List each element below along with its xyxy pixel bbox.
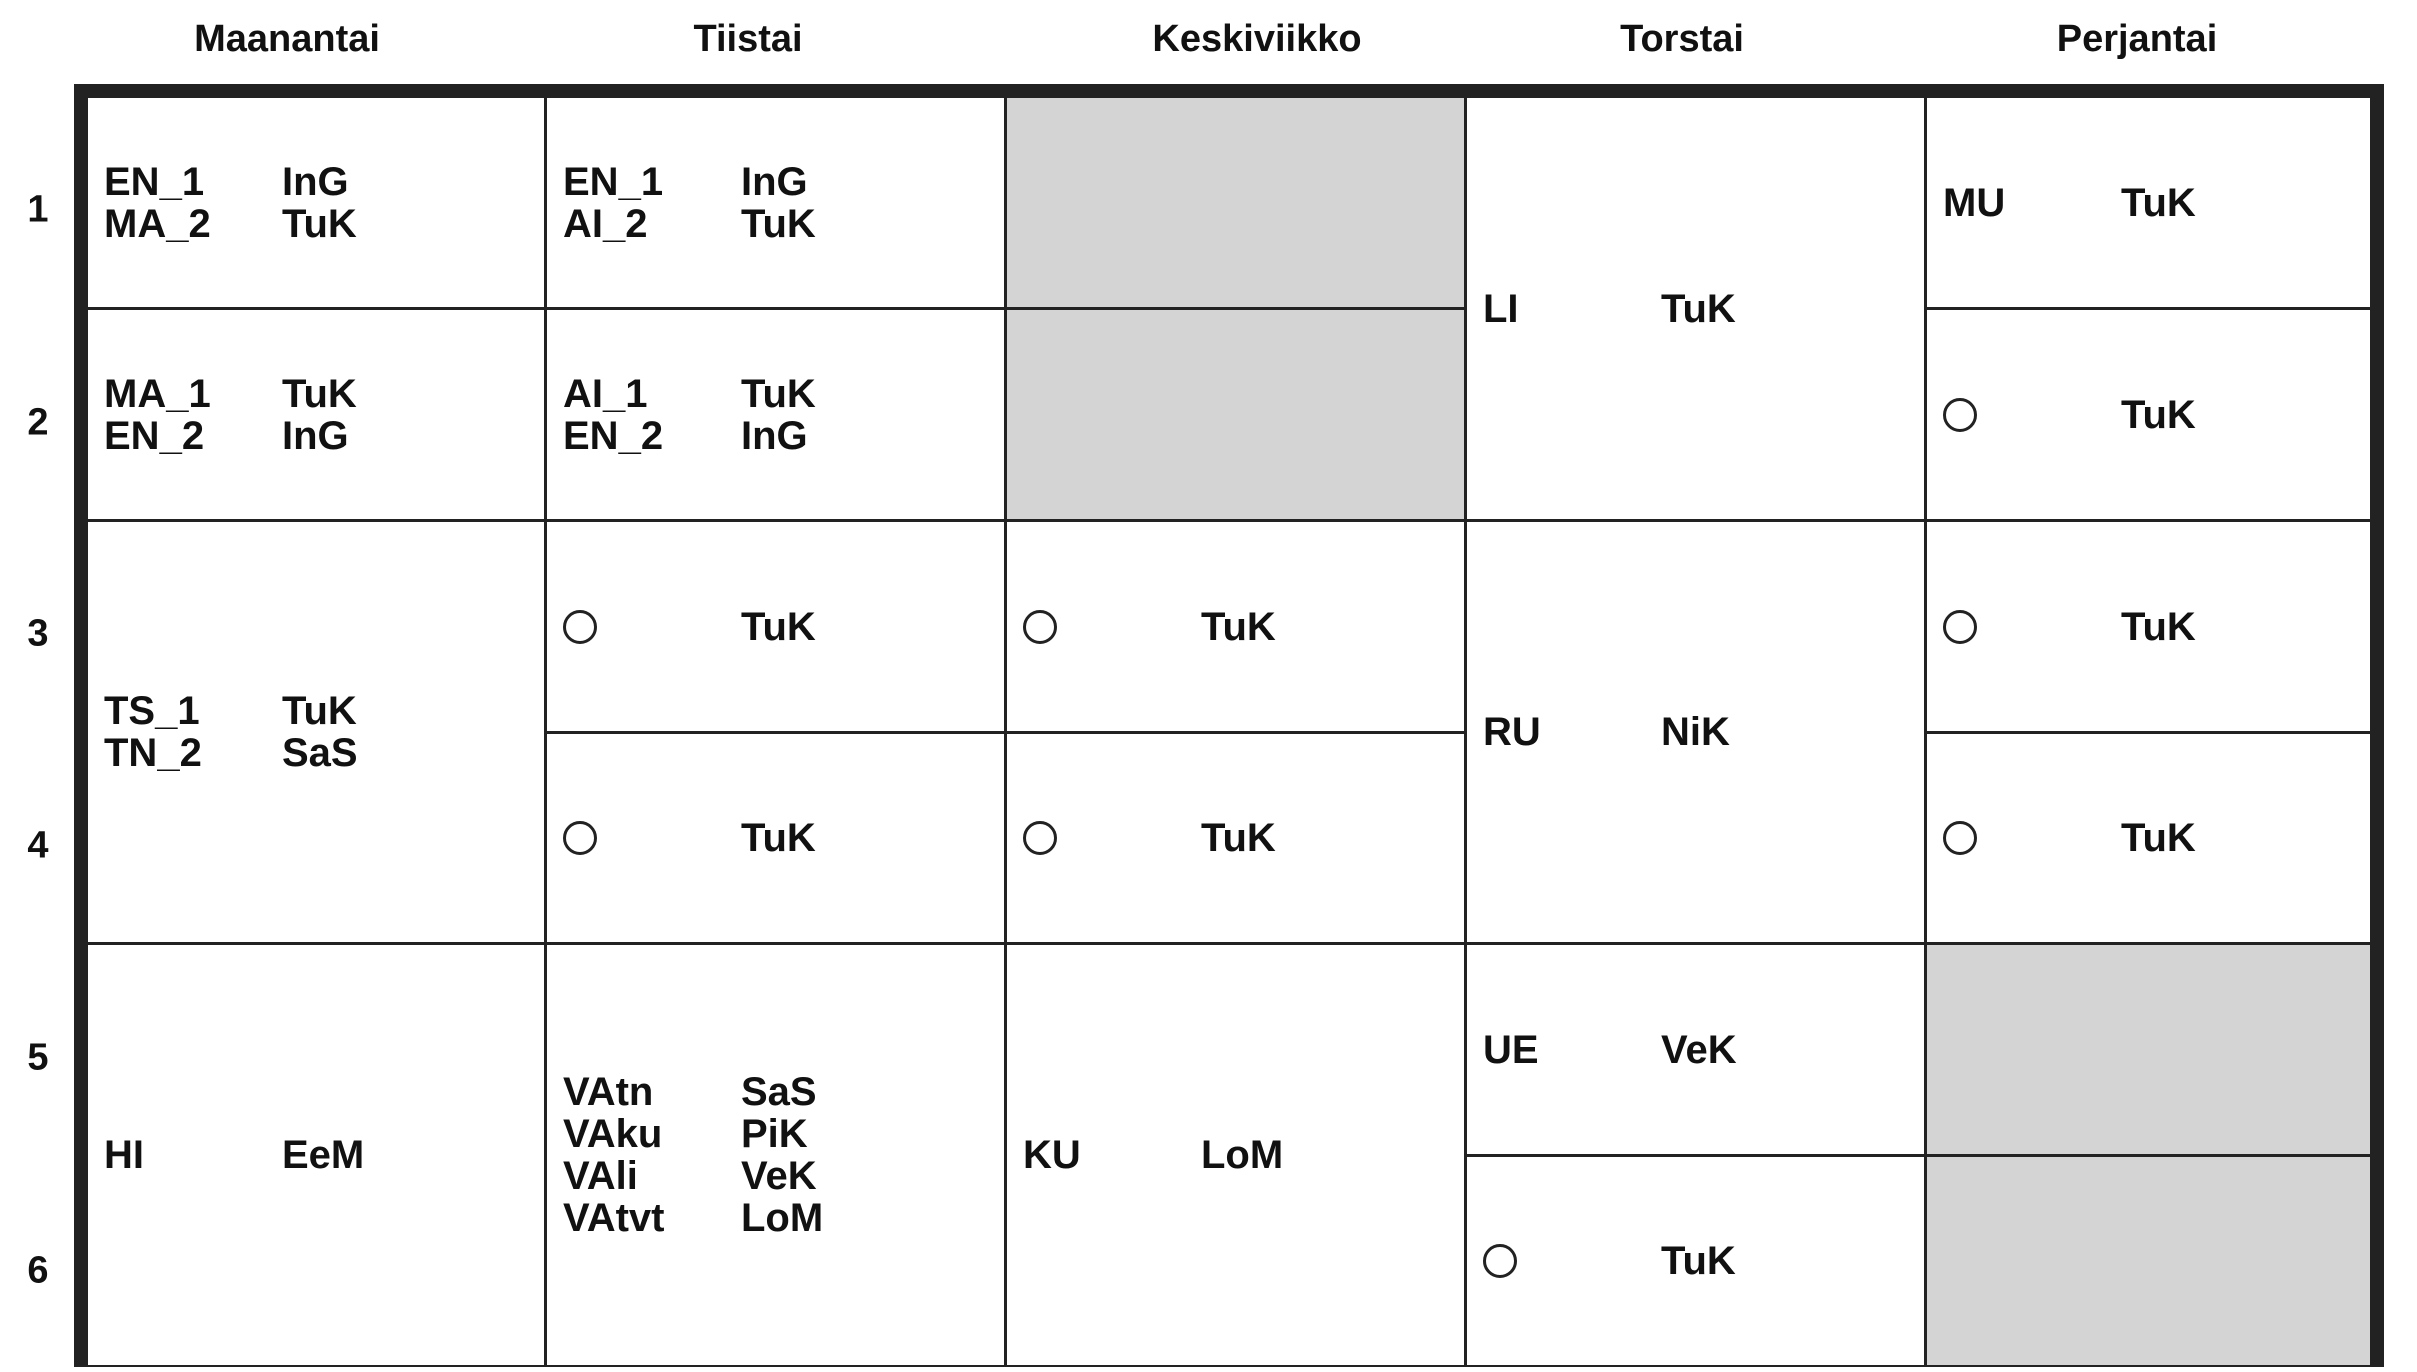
teacher-code: NiK xyxy=(1661,710,1730,754)
timetable-cell xyxy=(545,520,1006,733)
empty-slot xyxy=(1005,308,1466,521)
teacher-code: TuK xyxy=(1201,816,1276,860)
period-label-4: 4 xyxy=(27,824,49,867)
teacher-code: TuK xyxy=(2121,180,2196,225)
cell-entry xyxy=(547,161,816,245)
empty-slot xyxy=(1005,96,1466,309)
teacher-code: TuK xyxy=(282,689,357,733)
cell-entry xyxy=(1927,817,2196,859)
timetable-cell xyxy=(1465,96,1926,521)
period-label-3: 3 xyxy=(27,612,49,655)
teacher-code: InG xyxy=(282,413,349,458)
timetable-cell xyxy=(545,943,1006,1367)
subject-code: VAli xyxy=(563,1154,638,1198)
cell-entry xyxy=(88,690,358,774)
timetable-cell xyxy=(86,943,546,1367)
open-slot-circle-icon xyxy=(1023,610,1057,644)
timetable-cell xyxy=(1465,1155,1926,1367)
day-header-thursday: Torstai xyxy=(1620,18,1744,60)
cell-entry xyxy=(1467,288,1736,330)
empty-slot xyxy=(1925,1155,2372,1367)
timetable-cell xyxy=(1005,520,1466,733)
timetable-cell xyxy=(545,308,1006,521)
subject-code: VAtn xyxy=(563,1070,654,1114)
timetable-cell xyxy=(1925,520,2372,733)
subject-code: EN_1 xyxy=(104,159,205,204)
subject-code: AI_2 xyxy=(563,201,648,246)
timetable-cell xyxy=(545,96,1006,309)
subject-code: MU xyxy=(1943,180,2006,225)
subject-code: EN_1 xyxy=(563,159,664,204)
period-label-1: 1 xyxy=(27,188,49,231)
teacher-code: TuK xyxy=(2121,604,2196,649)
subject-code: AI_1 xyxy=(563,371,648,416)
subject-code: EN_2 xyxy=(104,413,205,458)
open-slot-circle-icon xyxy=(563,610,597,644)
day-header-friday: Perjantai xyxy=(2056,18,2218,60)
subject-code: RU xyxy=(1483,710,1541,754)
open-slot-circle-icon xyxy=(563,821,597,855)
subject-code: KU xyxy=(1023,1133,1081,1177)
subject-code: HI xyxy=(104,1133,144,1177)
teacher-code: EeM xyxy=(282,1133,365,1177)
teacher-code: TuK xyxy=(2121,816,2196,860)
timetable-cell xyxy=(86,520,546,944)
period-label-2: 2 xyxy=(27,401,49,444)
teacher-code: InG xyxy=(741,413,808,458)
open-slot-circle-icon xyxy=(1943,610,1977,644)
teacher-code: TuK xyxy=(1201,604,1276,649)
teacher-code: PiK xyxy=(741,1112,808,1156)
teacher-code: LoM xyxy=(741,1196,824,1240)
cell-entry xyxy=(547,606,816,648)
teacher-code: TuK xyxy=(282,201,357,246)
cell-entry xyxy=(1467,1029,1737,1071)
subject-code: MA_1 xyxy=(104,371,211,416)
timetable-cell xyxy=(1005,943,1466,1367)
cell-entry xyxy=(1007,817,1276,859)
timetable-cell xyxy=(86,308,546,521)
subject-code: VAku xyxy=(563,1112,663,1156)
teacher-code: SaS xyxy=(741,1070,817,1114)
day-header-tuesday: Tiistai xyxy=(693,18,803,60)
timetable-cell xyxy=(1465,520,1926,944)
subject-code: VAtvt xyxy=(563,1196,665,1240)
cell-entry xyxy=(1467,711,1730,753)
timetable-cell xyxy=(1925,96,2372,309)
timetable-grid xyxy=(74,84,2384,1367)
teacher-code: TuK xyxy=(2121,392,2196,437)
timetable-cell xyxy=(1005,732,1466,944)
subject-code: TS_1 xyxy=(104,689,200,733)
cell-entry xyxy=(1927,182,2196,224)
open-slot-circle-icon xyxy=(1483,1244,1517,1278)
open-slot-circle-icon xyxy=(1943,821,1977,855)
period-label-5: 5 xyxy=(27,1036,49,1079)
teacher-code: TuK xyxy=(1661,1239,1736,1283)
timetable-cell xyxy=(545,732,1006,944)
teacher-code: TuK xyxy=(741,371,816,416)
teacher-code: VeK xyxy=(741,1154,817,1198)
open-slot-circle-icon xyxy=(1943,398,1977,432)
cell-entry xyxy=(1467,1240,1736,1282)
subject-code: UE xyxy=(1483,1027,1539,1072)
teacher-code: TuK xyxy=(741,201,816,246)
day-header-wednesday: Keskiviikko xyxy=(1152,18,1362,60)
cell-entry xyxy=(1007,1134,1283,1176)
teacher-code: SaS xyxy=(282,731,358,775)
cell-entry xyxy=(547,1071,823,1239)
timetable-cell xyxy=(86,96,546,309)
subject-code: EN_2 xyxy=(563,413,664,458)
timetable-cell xyxy=(1925,308,2372,521)
teacher-code: InG xyxy=(741,159,808,204)
teacher-code: TuK xyxy=(282,371,357,416)
period-label-6: 6 xyxy=(27,1249,49,1292)
teacher-code: TuK xyxy=(1661,286,1736,331)
open-slot-circle-icon xyxy=(1023,821,1057,855)
teacher-code: LoM xyxy=(1201,1133,1284,1177)
cell-entry xyxy=(547,817,816,859)
teacher-code: InG xyxy=(282,159,349,204)
subject-code: MA_2 xyxy=(104,201,211,246)
teacher-code: VeK xyxy=(1661,1027,1737,1072)
cell-entry xyxy=(88,373,357,457)
cell-entry xyxy=(1007,606,1276,648)
cell-entry xyxy=(1927,606,2196,648)
subject-code: TN_2 xyxy=(104,731,202,775)
teacher-code: TuK xyxy=(741,816,816,860)
cell-entry xyxy=(88,161,357,245)
cell-entry xyxy=(88,1134,364,1176)
subject-code: LI xyxy=(1483,286,1519,331)
day-header-monday: Maanantai xyxy=(194,18,380,60)
timetable-cell xyxy=(1465,943,1926,1156)
cell-entry xyxy=(547,373,816,457)
empty-slot xyxy=(1925,943,2372,1156)
cell-entry xyxy=(1927,394,2196,436)
timetable-cell xyxy=(1925,732,2372,944)
teacher-code: TuK xyxy=(741,604,816,649)
